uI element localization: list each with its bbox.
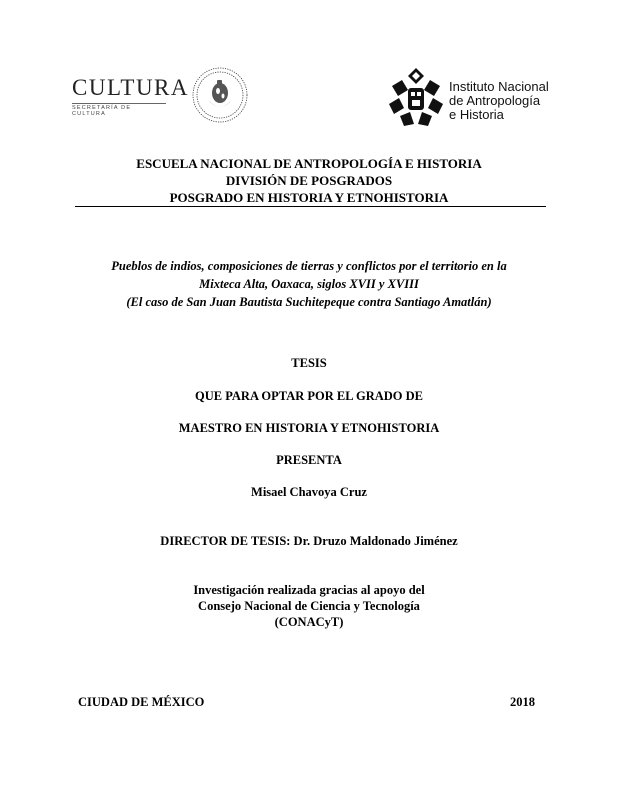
- thesis-director: DIRECTOR DE TESIS: Dr. Druzo Maldonado Jiménez: [160, 534, 458, 548]
- degree-name: MAESTRO EN HISTORIA Y ETNOHISTORIA: [178, 421, 440, 435]
- cultura-subtitle: SECRETARÍA DE CULTURA: [72, 103, 166, 117]
- presenta-label: PRESENTA: [276, 453, 342, 467]
- mexico-seal-icon: [191, 66, 249, 129]
- thesis-title-line-2: Mixteca Alta, Oaxaca, siglos XVII y XVIII: [199, 277, 419, 291]
- program-name: POSGRADO EN HISTORIA Y ETNOHISTORIA: [169, 190, 449, 205]
- institution-name: ESCUELA NACIONAL DE ANTROPOLOGÍA E HISTORIA: [136, 156, 482, 171]
- funding-line-2: Consejo Nacional de Ciencia y Tecnología: [198, 599, 420, 613]
- division-name: DIVISIÓN DE POSGRADOS: [225, 173, 393, 188]
- year-label: 2018: [510, 695, 535, 709]
- inah-name: [449, 80, 549, 122]
- inah-logo-icon: [386, 66, 446, 133]
- document-type: TESIS: [291, 356, 327, 370]
- header-divider: [75, 206, 546, 207]
- degree-intro: QUE PARA OPTAR POR EL GRADO DE: [194, 389, 424, 403]
- thesis-title-line-1: Pueblos de indios, composiciones de tierras y conflictos por el territorio en la: [111, 259, 507, 273]
- funding-line-3: (CONACyT): [274, 615, 344, 629]
- cultura-logo: [72, 76, 189, 117]
- inah-line: Instituto Nacional: [449, 79, 549, 94]
- funding-line-1: Investigación realizada gracias al apoyo del: [193, 583, 425, 597]
- inah-line: de Antropología: [449, 93, 541, 108]
- city-label: CIUDAD DE MÉXICO: [78, 695, 205, 709]
- thesis-title-line-3: (El caso de San Juan Bautista Suchitepeque contra Santiago Amatlán): [126, 295, 492, 309]
- inah-line: e Historia: [449, 107, 504, 122]
- author-name: Misael Chavoya Cruz: [251, 485, 367, 499]
- cultura-wordmark: CULTURA: [72, 75, 189, 100]
